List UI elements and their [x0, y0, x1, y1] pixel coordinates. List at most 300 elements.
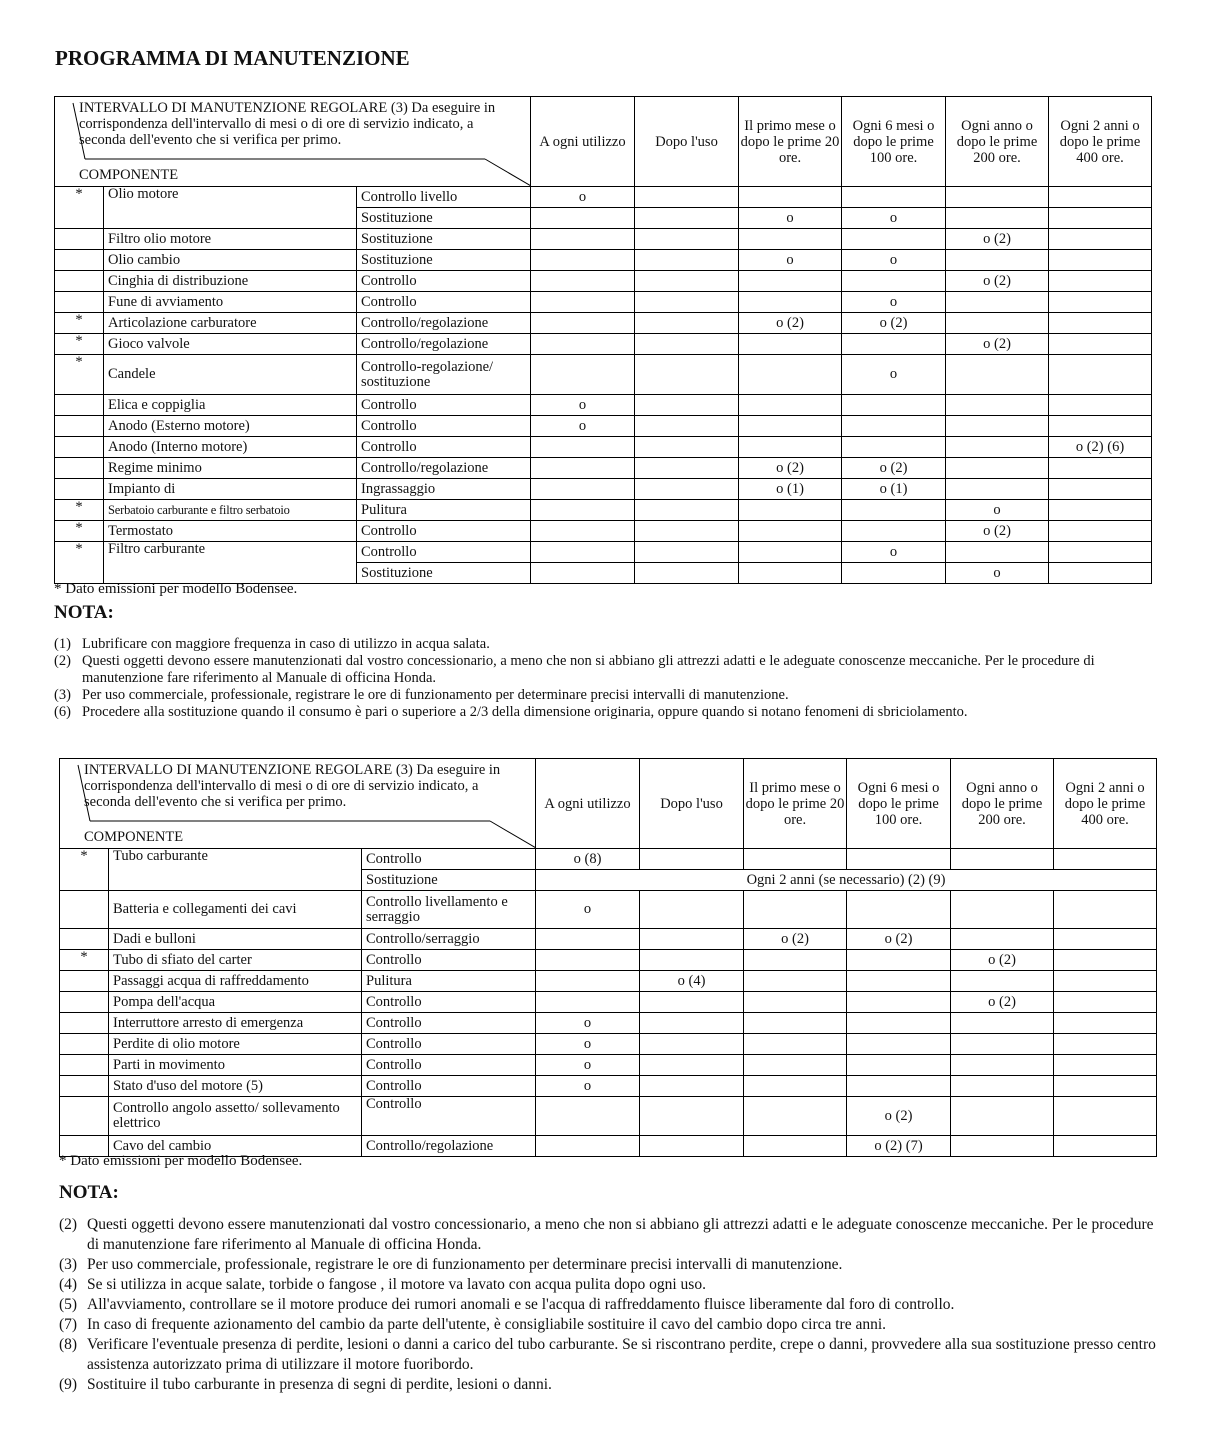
interval-six-months-cell: [842, 271, 946, 292]
interval-two-years-cell: [1054, 971, 1157, 992]
interval-every-year-cell: [946, 355, 1049, 395]
interval-two-years-cell: [1049, 271, 1152, 292]
interval-every-year-cell: [951, 1097, 1054, 1136]
operation: Controllo: [357, 292, 531, 313]
emission-mark: [55, 479, 104, 500]
operation: Controllo livellamento e serraggio: [362, 891, 536, 929]
interval-first-month-cell: [739, 416, 842, 437]
interval-two-years-cell: [1054, 1076, 1157, 1097]
interval-after-use-cell: [640, 1034, 744, 1055]
component-name: Controllo angolo assetto/ sollevamento elettrico: [109, 1097, 362, 1136]
component-name: Parti in movimento: [109, 1055, 362, 1076]
interval-first-month-cell: [744, 950, 847, 971]
emission-mark: [60, 891, 109, 929]
table-header-row: [55, 97, 1152, 187]
component-name: Cinghia di distribuzione: [104, 271, 357, 292]
interval-every-use-cell: [536, 929, 640, 950]
interval-every-use-cell: [536, 992, 640, 1013]
component-name: Gioco valvole: [104, 334, 357, 355]
interval-every-year-cell: [946, 395, 1049, 416]
interval-two-years-cell: [1049, 458, 1152, 479]
interval-every-use-cell: [536, 971, 640, 992]
component-name: Cavo del cambio: [109, 1136, 362, 1157]
interval-first-month-cell: [744, 849, 847, 870]
interval-every-use-cell: [531, 250, 635, 271]
note-item: [59, 1275, 1159, 1295]
component-name: Filtro olio motore: [104, 229, 357, 250]
component-name: Perdite di olio motore: [109, 1034, 362, 1055]
interval-every-year-cell: [951, 1136, 1054, 1157]
emission-mark: *: [55, 500, 104, 521]
interval-two-years-cell: [1054, 950, 1157, 971]
emission-mark: [55, 395, 104, 416]
operation: Controllo: [362, 950, 536, 971]
emission-mark: *: [55, 313, 104, 334]
interval-first-month-cell: [739, 521, 842, 542]
interval-first-month-cell: o (2): [739, 313, 842, 334]
interval-header-text: INTERVALLO DI MANUTENZIONE REGOLARE (3) Da eseguire in corrispondenza dell'intervallo di mesi o di ore di servizio indicato, a seconda dell'evento che si verifica per primo.: [79, 100, 496, 148]
interval-six-months-cell: o (2): [847, 1097, 951, 1136]
interval-every-use-cell: [531, 563, 635, 584]
component-name: Impianto di: [104, 479, 357, 500]
interval-every-year-cell: [946, 250, 1049, 271]
interval-every-use-cell: o: [536, 1055, 640, 1076]
component-name: Dadi e bulloni: [109, 929, 362, 950]
table-row: [60, 891, 1157, 929]
col-header-first-month: Il primo mese o dopo le prime 20 ore.: [744, 759, 847, 849]
note-text: Se si utilizza in acque salate, torbide o fangose , il motore va lavato con acqua pulita dopo ogni uso.: [87, 1276, 706, 1293]
interval-first-month-cell: o: [739, 208, 842, 229]
interval-every-year-cell: [946, 416, 1049, 437]
emission-mark: [60, 1034, 109, 1055]
note-number: (3): [54, 687, 71, 703]
col-header-every-year: Ogni anno o dopo le prime 200 ore.: [946, 97, 1049, 187]
component-name: Tubo di sfiato del carter: [109, 950, 362, 971]
interval-first-month-cell: [744, 1097, 847, 1136]
interval-two-years-cell: [1049, 416, 1152, 437]
interval-first-month-cell: [739, 542, 842, 563]
interval-two-years-cell: [1054, 1013, 1157, 1034]
note-text: Per uso commerciale, professionale, registrare le ore di funzionamento per determinare precisi intervalli di manutenzione.: [87, 1256, 843, 1273]
component-name: Interruttore arresto di emergenza: [109, 1013, 362, 1034]
table-row: [55, 416, 1152, 437]
interval-six-months-cell: [842, 563, 946, 584]
interval-first-month-cell: [744, 1034, 847, 1055]
interval-first-month-cell: o: [739, 250, 842, 271]
interval-after-use-cell: [635, 187, 739, 208]
table-row: [60, 929, 1157, 950]
table-row: [55, 292, 1152, 313]
table-row: [55, 500, 1152, 521]
interval-after-use-cell: [635, 313, 739, 334]
col-header-6-months: Ogni 6 mesi o dopo le prime 100 ore.: [847, 759, 951, 849]
interval-every-use-cell: [531, 542, 635, 563]
component-name: Pompa dell'acqua: [109, 992, 362, 1013]
interval-every-use-cell: [531, 334, 635, 355]
interval-two-years-cell: [1049, 313, 1152, 334]
interval-first-month-cell: [739, 229, 842, 250]
emission-mark: [60, 929, 109, 950]
operation: Controllo: [357, 416, 531, 437]
interval-every-year-cell: o (2): [951, 992, 1054, 1013]
interval-two-years-cell: [1054, 1034, 1157, 1055]
interval-every-use-cell: o: [536, 891, 640, 929]
interval-first-month-cell: [744, 1136, 847, 1157]
emissions-footnote: * Dato emissioni per modello Bodensee.: [59, 1153, 303, 1169]
note-item: [54, 704, 1164, 721]
component-name: Stato d'uso del motore (5): [109, 1076, 362, 1097]
interval-two-years-cell: [1049, 334, 1152, 355]
interval-six-months-cell: o (2): [842, 313, 946, 334]
table-row: [60, 1034, 1157, 1055]
interval-every-year-cell: [946, 208, 1049, 229]
interval-every-use-cell: [531, 208, 635, 229]
emission-mark: *: [55, 542, 104, 584]
interval-first-month-cell: [739, 500, 842, 521]
interval-after-use-cell: [635, 334, 739, 355]
interval-after-use-cell: [635, 229, 739, 250]
interval-after-use-cell: [635, 395, 739, 416]
interval-first-month-cell: [739, 271, 842, 292]
interval-six-months-cell: [842, 416, 946, 437]
maintenance-table-1: [54, 96, 1152, 584]
interval-first-month-cell: [739, 355, 842, 395]
interval-every-year-cell: o (2): [946, 334, 1049, 355]
interval-first-month-cell: [739, 437, 842, 458]
emission-mark: *: [55, 334, 104, 355]
interval-every-use-cell: o (8): [536, 849, 640, 870]
interval-every-use-cell: [531, 479, 635, 500]
interval-six-months-cell: [842, 229, 946, 250]
emission-mark: *: [55, 187, 104, 229]
interval-two-years-cell: [1049, 250, 1152, 271]
component-name: Olio motore: [104, 187, 357, 229]
interval-every-use-cell: [536, 1136, 640, 1157]
interval-every-use-cell: [531, 521, 635, 542]
interval-six-months-cell: [847, 849, 951, 870]
table-row: [60, 1013, 1157, 1034]
interval-every-year-cell: [951, 1013, 1054, 1034]
note-text: Lubrificare con maggiore frequenza in caso di utilizzo in acqua salata.: [82, 636, 490, 652]
interval-header-cell: [55, 97, 531, 187]
table-row: [60, 1076, 1157, 1097]
table-row: [60, 950, 1157, 971]
interval-every-use-cell: [531, 229, 635, 250]
note-item: [59, 1335, 1159, 1375]
interval-every-year-cell: o (2): [946, 271, 1049, 292]
component-name: Candele: [104, 355, 357, 395]
emission-mark: [60, 1076, 109, 1097]
operation: Controllo: [362, 1076, 536, 1097]
component-name: Regime minimo: [104, 458, 357, 479]
interval-six-months-cell: [847, 1076, 951, 1097]
interval-after-use-cell: [640, 1097, 744, 1136]
note-item: [54, 687, 1164, 704]
interval-six-months-cell: [842, 437, 946, 458]
interval-every-use-cell: [531, 458, 635, 479]
operation: Controllo/regolazione: [357, 334, 531, 355]
table-row: [55, 313, 1152, 334]
interval-after-use-cell: [640, 849, 744, 870]
interval-six-months-cell: [842, 395, 946, 416]
interval-after-use-cell: [640, 1055, 744, 1076]
note-item: [59, 1215, 1159, 1255]
table-row: [55, 395, 1152, 416]
interval-after-use-cell: [640, 992, 744, 1013]
interval-every-use-cell: [531, 355, 635, 395]
interval-every-year-cell: o: [946, 563, 1049, 584]
interval-every-year-cell: [946, 458, 1049, 479]
nota-heading: NOTA:: [59, 1182, 119, 1203]
table-row: [55, 521, 1152, 542]
interval-every-use-cell: o: [531, 416, 635, 437]
interval-every-year-cell: [946, 542, 1049, 563]
note-number: (6): [54, 704, 71, 720]
note-item: [59, 1255, 1159, 1275]
note-number: (2): [54, 653, 71, 669]
interval-first-month-cell: [744, 971, 847, 992]
note-item: [59, 1295, 1159, 1315]
operation: Sostituzione: [357, 229, 531, 250]
interval-two-years-cell: o (2) (6): [1049, 437, 1152, 458]
note-number: (3): [59, 1256, 78, 1273]
table-header-row: [60, 759, 1157, 849]
interval-two-years-cell: [1054, 891, 1157, 929]
interval-every-year-cell: [951, 849, 1054, 870]
component-name: Anodo (Interno motore): [104, 437, 357, 458]
interval-two-years-cell: [1054, 1136, 1157, 1157]
col-header-every-year: Ogni anno o dopo le prime 200 ore.: [951, 759, 1054, 849]
operation: Controllo: [357, 271, 531, 292]
operation: Controllo: [362, 1013, 536, 1034]
note-text: Verificare l'eventuale presenza di perdite, lesioni o danni a carico del tubo carburante. Se si riscontrano perdite, crepe o danni, provvedere alla sua sostituzione presso centro assistenza autorizzato prima di utilizzare il motore fuoribordo.: [87, 1336, 1156, 1373]
col-header-2-years: Ogni 2 anni o dopo le prime 400 ore.: [1049, 97, 1152, 187]
note-number: (5): [59, 1296, 78, 1313]
interval-every-use-cell: [536, 950, 640, 971]
note-text: All'avviamento, controllare se il motore produce dei rumori anomali e se l'acqua di raffreddamento fluisce liberamente dal foro di controllo.: [87, 1296, 955, 1313]
interval-six-months-cell: [842, 500, 946, 521]
interval-after-use-cell: [640, 1076, 744, 1097]
emission-mark: [60, 1055, 109, 1076]
component-header: COMPONENTE: [79, 167, 179, 183]
nota-heading: NOTA:: [54, 602, 114, 623]
note-text: Sostituire il tubo carburante in presenza di segni di perdite, lesioni o danni.: [87, 1376, 552, 1393]
interval-six-months-cell: o: [842, 542, 946, 563]
operation: Controllo: [362, 1055, 536, 1076]
interval-two-years-cell: [1054, 1055, 1157, 1076]
col-header-first-month: Il primo mese o dopo le prime 20 ore.: [739, 97, 842, 187]
table-row: [55, 458, 1152, 479]
interval-every-year-cell: o (2): [946, 521, 1049, 542]
table-row: [55, 479, 1152, 500]
note-number: (4): [59, 1276, 78, 1293]
component-name: Olio cambio: [104, 250, 357, 271]
operation: Controllo: [357, 542, 531, 563]
col-header-2-years: Ogni 2 anni o dopo le prime 400 ore.: [1054, 759, 1157, 849]
emissions-footnote: * Dato emissioni per modello Bodensee.: [54, 581, 298, 597]
interval-first-month-cell: [744, 1076, 847, 1097]
emission-mark: [60, 971, 109, 992]
interval-after-use-cell: o (4): [640, 971, 744, 992]
interval-every-year-cell: [951, 1034, 1054, 1055]
emission-mark: [60, 992, 109, 1013]
interval-every-year-cell: o (2): [946, 229, 1049, 250]
interval-six-months-cell: o: [842, 208, 946, 229]
interval-after-use-cell: [635, 355, 739, 395]
interval-first-month-cell: [739, 292, 842, 313]
col-header-every-use: A ogni utilizzo: [536, 759, 640, 849]
table-row: [55, 542, 1152, 563]
operation: Controllo: [357, 521, 531, 542]
interval-after-use-cell: [635, 521, 739, 542]
note-text: Questi oggetti devono essere manutenzionati dal vostro concessionario, a meno che non si abbiano gli attrezzi adatti e le adeguate conoscenze meccaniche. Per le procedure di manutenzione fare riferimento al Manuale di officina Honda.: [87, 1216, 1154, 1253]
emission-mark: [55, 292, 104, 313]
operation: Controllo/regolazione: [362, 1136, 536, 1157]
notes-list: [54, 636, 1164, 721]
interval-two-years-cell: [1049, 355, 1152, 395]
emission-mark: [60, 1013, 109, 1034]
component-name: Termostato: [104, 521, 357, 542]
note-text: Questi oggetti devono essere manutenzionati dal vostro concessionario, a meno che non si abbiano gli attrezzi adatti e le adeguate conoscenze meccaniche. Per le procedure di manutenzione fare riferimento al Manuale di officina Honda.: [82, 653, 1095, 686]
operation: Sostituzione: [362, 870, 536, 891]
component-name: Serbatoio carburante e filtro serbatoio: [104, 500, 357, 521]
interval-every-year-cell: [951, 1055, 1054, 1076]
table-row: [60, 971, 1157, 992]
emission-mark: [60, 1097, 109, 1136]
interval-first-month-cell: [739, 563, 842, 584]
component-name: Fune di avviamento: [104, 292, 357, 313]
component-name: Filtro carburante: [104, 542, 357, 584]
operation: Sostituzione: [357, 250, 531, 271]
interval-every-year-cell: [951, 929, 1054, 950]
operation: Controllo/regolazione: [357, 313, 531, 334]
note-item: [59, 1375, 1159, 1395]
interval-after-use-cell: [640, 891, 744, 929]
interval-every-use-cell: [536, 1097, 640, 1136]
interval-every-year-cell: [946, 437, 1049, 458]
interval-after-use-cell: [635, 437, 739, 458]
operation: Controllo: [357, 395, 531, 416]
operation: Sostituzione: [357, 208, 531, 229]
table-row: [55, 229, 1152, 250]
interval-six-months-cell: [847, 971, 951, 992]
component-name: Elica e coppiglia: [104, 395, 357, 416]
component-name: Batteria e collegamenti dei cavi: [109, 891, 362, 929]
note-number: (7): [59, 1316, 78, 1333]
interval-first-month-cell: [744, 891, 847, 929]
interval-every-use-cell: [531, 292, 635, 313]
interval-after-use-cell: [640, 929, 744, 950]
interval-first-month-cell: [739, 187, 842, 208]
component-name: Passaggi acqua di raffreddamento: [109, 971, 362, 992]
col-header-6-months: Ogni 6 mesi o dopo le prime 100 ore.: [842, 97, 946, 187]
interval-six-months-cell: [847, 1013, 951, 1034]
page-title: PROGRAMMA DI MANUTENZIONE: [55, 46, 410, 70]
interval-header-cell: [60, 759, 536, 849]
component-name: Tubo carburante: [109, 849, 362, 891]
interval-two-years-cell: [1049, 208, 1152, 229]
interval-two-years-cell: [1054, 929, 1157, 950]
interval-header-text: INTERVALLO DI MANUTENZIONE REGOLARE (3) Da eseguire in corrispondenza dell'intervallo di mesi o di ore di servizio indicato, a seconda dell'evento che si verifica per primo.: [84, 762, 501, 810]
interval-two-years-cell: [1054, 1097, 1157, 1136]
interval-every-use-cell: o: [531, 187, 635, 208]
interval-first-month-cell: o (1): [739, 479, 842, 500]
interval-after-use-cell: [635, 250, 739, 271]
table-row: [60, 1097, 1157, 1136]
interval-first-month-cell: o (2): [739, 458, 842, 479]
interval-every-year-cell: [946, 479, 1049, 500]
interval-every-year-cell: o: [946, 500, 1049, 521]
emission-mark: *: [55, 355, 104, 395]
interval-after-use-cell: [635, 479, 739, 500]
emission-mark: *: [60, 950, 109, 971]
interval-two-years-cell: [1049, 500, 1152, 521]
emission-mark: [55, 271, 104, 292]
interval-two-years-cell: [1049, 479, 1152, 500]
operation: Controllo: [357, 437, 531, 458]
operation: Pulitura: [357, 500, 531, 521]
interval-six-months-cell: o (2) (7): [847, 1136, 951, 1157]
emission-mark: [55, 458, 104, 479]
interval-two-years-cell: [1049, 521, 1152, 542]
interval-two-years-cell: [1054, 849, 1157, 870]
operation: Controllo livello: [357, 187, 531, 208]
interval-first-month-cell: [744, 1013, 847, 1034]
col-header-after-use: Dopo l'uso: [635, 97, 739, 187]
interval-six-months-cell: o (2): [847, 929, 951, 950]
interval-every-year-cell: [946, 313, 1049, 334]
interval-six-months-cell: [842, 521, 946, 542]
notes-list: [59, 1215, 1159, 1395]
interval-every-year-cell: [951, 1076, 1054, 1097]
note-number: (2): [59, 1216, 78, 1233]
interval-every-use-cell: o: [536, 1013, 640, 1034]
interval-every-year-cell: [951, 971, 1054, 992]
interval-two-years-cell: [1049, 563, 1152, 584]
table-row: [55, 355, 1152, 395]
interval-two-years-cell: [1049, 187, 1152, 208]
interval-after-use-cell: [635, 271, 739, 292]
interval-after-use-cell: [635, 563, 739, 584]
col-header-after-use: Dopo l'uso: [640, 759, 744, 849]
interval-every-use-cell: [531, 313, 635, 334]
emission-mark: [55, 229, 104, 250]
interval-every-use-cell: [531, 437, 635, 458]
table-row: [55, 271, 1152, 292]
interval-every-year-cell: [946, 187, 1049, 208]
note-item: [59, 1315, 1159, 1335]
interval-six-months-cell: o: [842, 292, 946, 313]
interval-six-months-cell: o (2): [842, 458, 946, 479]
table-row: [55, 250, 1152, 271]
interval-six-months-cell: o: [842, 250, 946, 271]
note-number: (8): [59, 1336, 78, 1353]
interval-after-use-cell: [635, 416, 739, 437]
interval-six-months-cell: [847, 992, 951, 1013]
interval-six-months-cell: [847, 950, 951, 971]
interval-every-use-cell: [531, 500, 635, 521]
note-text: Procedere alla sostituzione quando il consumo è pari o superiore a 2/3 della dimensione originaria, oppure quando si notano fenomeni di sbriciolamento.: [82, 704, 968, 720]
note-item: [54, 653, 1164, 687]
component-name: Anodo (Esterno motore): [104, 416, 357, 437]
interval-every-year-cell: [946, 292, 1049, 313]
emission-mark: *: [60, 849, 109, 891]
interval-after-use-cell: [635, 458, 739, 479]
component-header: COMPONENTE: [84, 829, 184, 845]
interval-six-months-cell: o: [842, 355, 946, 395]
interval-first-month-cell: [744, 1055, 847, 1076]
interval-two-years-cell: [1049, 542, 1152, 563]
